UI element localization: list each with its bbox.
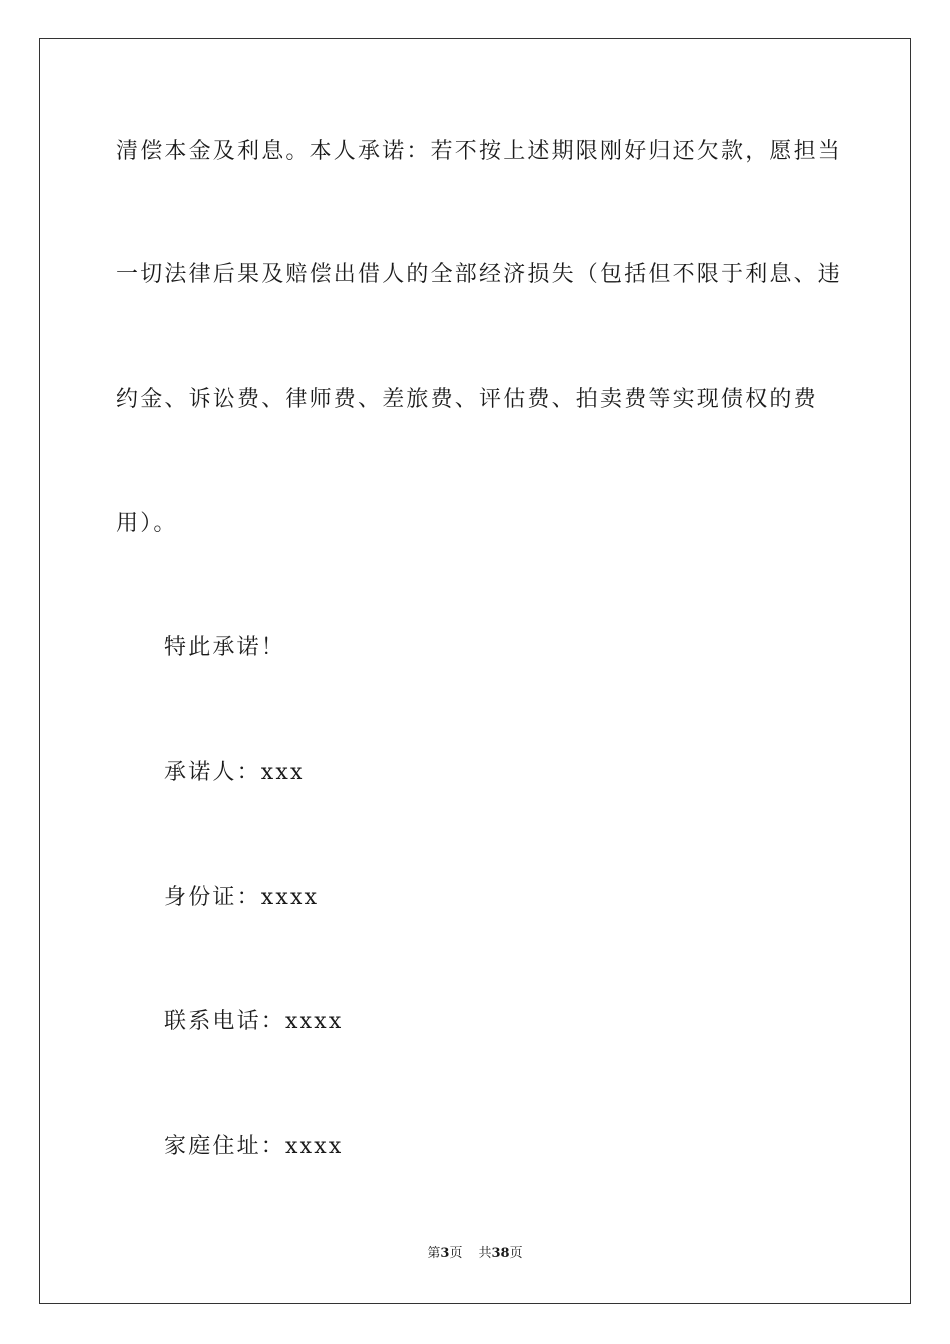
page-footer [0,1245,950,1263]
paragraph-line-2: 一切法律后果及赔偿出借人的全部经济损失（包括但不限于利息、违 [116,262,843,287]
address-field: 家庭住址：xxxx [164,1134,344,1159]
phone-field: 联系电话：xxxx [164,1009,344,1034]
paragraph-line-3: 约金、诉讼费、律师费、差旅费、评估费、拍卖费等实现债权的费 [116,387,818,412]
page-number: 3 [440,1246,450,1261]
total-pages: 38 [491,1246,510,1261]
closing-statement: 特此承诺！ [164,635,286,660]
page-border [39,38,911,1304]
page-prefix: 第 [427,1246,441,1261]
total-suffix: 页 [509,1246,523,1261]
id-card-field: 身份证：xxxx [164,885,320,910]
paragraph-line-4: 用）。 [116,511,178,536]
total-prefix: 共 [478,1246,492,1261]
paragraph-line-1: 清偿本金及利息。本人承诺：若不按上述期限刚好归还欠款，愿担当 [116,139,843,164]
page-suffix: 页 [449,1246,463,1261]
promisor-field: 承诺人：xxx [164,760,305,785]
